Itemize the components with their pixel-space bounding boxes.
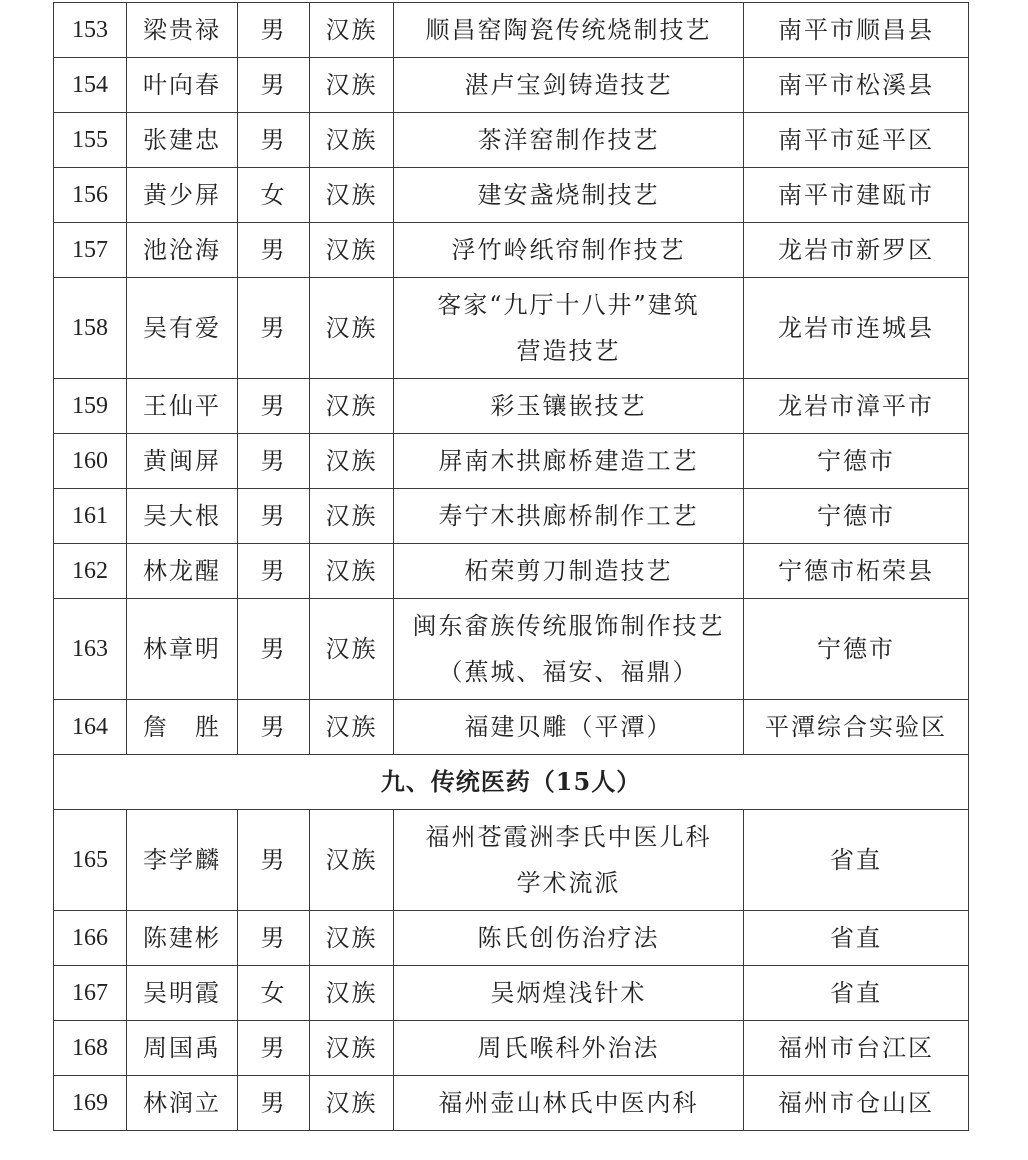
cell-gender: 女 — [238, 966, 310, 1021]
cell-ethnicity: 汉族 — [310, 3, 394, 58]
cell-project — [394, 489, 744, 544]
table-row — [54, 599, 969, 700]
cell-name: 梁贵禄 — [127, 3, 238, 58]
cell-region: 南平市延平区 — [744, 113, 969, 168]
project-line: 学术流派 — [516, 869, 621, 897]
project-line: （蕉城、福安、福鼎） — [438, 658, 699, 686]
cell-region: 南平市建瓯市 — [744, 168, 969, 223]
cell-gender: 女 — [238, 168, 310, 223]
cell-gender: 男 — [238, 278, 310, 379]
cell-region: 龙岩市新罗区 — [744, 223, 969, 278]
project-line: 陈氏创伤治疗法 — [477, 924, 660, 952]
table-row — [54, 113, 969, 168]
cell-project — [394, 434, 744, 489]
cell-name: 吴明霞 — [127, 966, 238, 1021]
cell-ethnicity: 汉族 — [310, 168, 394, 223]
project-line: 彩玉镶嵌技艺 — [490, 392, 647, 420]
cell-number: 153 — [54, 3, 127, 58]
table-row — [54, 168, 969, 223]
table-row — [54, 434, 969, 489]
cell-project — [394, 1076, 744, 1131]
project-line: 顺昌窑陶瓷传统烧制技艺 — [425, 16, 712, 44]
inheritor-table — [53, 2, 969, 1131]
project-line: 茶洋窑制作技艺 — [477, 126, 660, 154]
cell-ethnicity: 汉族 — [310, 599, 394, 700]
cell-number: 164 — [54, 700, 127, 755]
cell-name: 黄少屏 — [127, 168, 238, 223]
table-row — [54, 966, 969, 1021]
cell-number: 160 — [54, 434, 127, 489]
cell-region: 龙岩市漳平市 — [744, 379, 969, 434]
cell-ethnicity: 汉族 — [310, 223, 394, 278]
cell-gender: 男 — [238, 911, 310, 966]
cell-ethnicity: 汉族 — [310, 434, 394, 489]
table-row — [54, 1076, 969, 1131]
cell-number: 154 — [54, 58, 127, 113]
cell-name: 林润立 — [127, 1076, 238, 1131]
project-line: 屏南木拱廊桥建造工艺 — [438, 447, 699, 475]
cell-number: 166 — [54, 911, 127, 966]
cell-ethnicity: 汉族 — [310, 810, 394, 911]
cell-project — [394, 966, 744, 1021]
cell-region: 宁德市柘荣县 — [744, 544, 969, 599]
project-line: 营造技艺 — [516, 337, 621, 365]
cell-ethnicity: 汉族 — [310, 544, 394, 599]
cell-number: 157 — [54, 223, 127, 278]
cell-project — [394, 1021, 744, 1076]
cell-name: 吴大根 — [127, 489, 238, 544]
cell-gender: 男 — [238, 223, 310, 278]
cell-ethnicity: 汉族 — [310, 379, 394, 434]
cell-project — [394, 168, 744, 223]
cell-gender: 男 — [238, 58, 310, 113]
cell-region: 南平市松溪县 — [744, 58, 969, 113]
project-line: 闽东畲族传统服饰制作技艺 — [412, 612, 725, 640]
cell-name: 李学麟 — [127, 810, 238, 911]
table-row — [54, 911, 969, 966]
cell-name: 林龙醒 — [127, 544, 238, 599]
table-body — [54, 3, 969, 1131]
cell-project — [394, 379, 744, 434]
cell-name: 周国禹 — [127, 1021, 238, 1076]
table-row — [54, 3, 969, 58]
cell-number: 167 — [54, 966, 127, 1021]
cell-region: 省直 — [744, 966, 969, 1021]
project-line: 客家“九厅十八井”建筑 — [437, 291, 700, 319]
project-line: 寿宁木拱廊桥制作工艺 — [438, 502, 699, 530]
table-row — [54, 278, 969, 379]
cell-name: 吴有爱 — [127, 278, 238, 379]
table-row — [54, 489, 969, 544]
project-line: 周氏喉科外治法 — [477, 1034, 660, 1062]
cell-number: 168 — [54, 1021, 127, 1076]
section-heading: 九、传统医药（15人） — [54, 755, 969, 810]
cell-ethnicity: 汉族 — [310, 278, 394, 379]
cell-gender: 男 — [238, 599, 310, 700]
cell-ethnicity: 汉族 — [310, 113, 394, 168]
cell-name: 詹 胜 — [127, 700, 238, 755]
project-line: 柘荣剪刀制造技艺 — [464, 557, 673, 585]
cell-region: 宁德市 — [744, 489, 969, 544]
cell-gender: 男 — [238, 113, 310, 168]
project-line: 浮竹岭纸帘制作技艺 — [451, 236, 686, 264]
cell-region: 宁德市 — [744, 434, 969, 489]
cell-gender: 男 — [238, 544, 310, 599]
cell-number: 165 — [54, 810, 127, 911]
cell-gender: 男 — [238, 379, 310, 434]
cell-region: 平潭综合实验区 — [744, 700, 969, 755]
cell-name: 陈建彬 — [127, 911, 238, 966]
cell-number: 156 — [54, 168, 127, 223]
project-line: 福建贝雕（平潭） — [464, 713, 673, 741]
cell-project — [394, 113, 744, 168]
cell-number: 169 — [54, 1076, 127, 1131]
cell-name: 黄闽屏 — [127, 434, 238, 489]
cell-gender: 男 — [238, 1076, 310, 1131]
cell-project — [394, 223, 744, 278]
cell-project — [394, 700, 744, 755]
cell-ethnicity: 汉族 — [310, 489, 394, 544]
cell-number: 162 — [54, 544, 127, 599]
cell-region: 南平市顺昌县 — [744, 3, 969, 58]
cell-name: 林章明 — [127, 599, 238, 700]
cell-region: 福州市仓山区 — [744, 1076, 969, 1131]
table-row — [54, 58, 969, 113]
cell-gender: 男 — [238, 489, 310, 544]
cell-name: 王仙平 — [127, 379, 238, 434]
cell-project — [394, 278, 744, 379]
cell-project — [394, 58, 744, 113]
table-row — [54, 810, 969, 911]
cell-number: 161 — [54, 489, 127, 544]
cell-ethnicity: 汉族 — [310, 1076, 394, 1131]
cell-name: 张建忠 — [127, 113, 238, 168]
cell-project — [394, 3, 744, 58]
cell-ethnicity: 汉族 — [310, 1021, 394, 1076]
cell-ethnicity: 汉族 — [310, 700, 394, 755]
cell-name: 池沧海 — [127, 223, 238, 278]
table-row — [54, 1021, 969, 1076]
cell-gender: 男 — [238, 1021, 310, 1076]
project-line: 福州壶山林氏中医内科 — [438, 1089, 699, 1117]
cell-ethnicity: 汉族 — [310, 966, 394, 1021]
cell-gender: 男 — [238, 3, 310, 58]
cell-number: 159 — [54, 379, 127, 434]
cell-gender: 男 — [238, 434, 310, 489]
table-row — [54, 379, 969, 434]
cell-number: 155 — [54, 113, 127, 168]
cell-gender: 男 — [238, 700, 310, 755]
table-row — [54, 544, 969, 599]
cell-region: 省直 — [744, 911, 969, 966]
cell-number: 158 — [54, 278, 127, 379]
cell-ethnicity: 汉族 — [310, 58, 394, 113]
cell-region: 省直 — [744, 810, 969, 911]
project-line: 湛卢宝剑铸造技艺 — [464, 71, 673, 99]
cell-project — [394, 544, 744, 599]
table-row — [54, 223, 969, 278]
cell-project — [394, 810, 744, 911]
project-line: 吴炳煌浅针术 — [490, 979, 647, 1007]
cell-region: 宁德市 — [744, 599, 969, 700]
cell-number: 163 — [54, 599, 127, 700]
project-line: 福州苍霞洲李氏中医儿科 — [425, 823, 712, 851]
table-row — [54, 700, 969, 755]
cell-ethnicity: 汉族 — [310, 911, 394, 966]
cell-region: 福州市台江区 — [744, 1021, 969, 1076]
cell-project — [394, 911, 744, 966]
cell-region: 龙岩市连城县 — [744, 278, 969, 379]
section-row — [54, 755, 969, 810]
cell-gender: 男 — [238, 810, 310, 911]
cell-project — [394, 599, 744, 700]
cell-name: 叶向春 — [127, 58, 238, 113]
project-line: 建安盏烧制技艺 — [477, 181, 660, 209]
